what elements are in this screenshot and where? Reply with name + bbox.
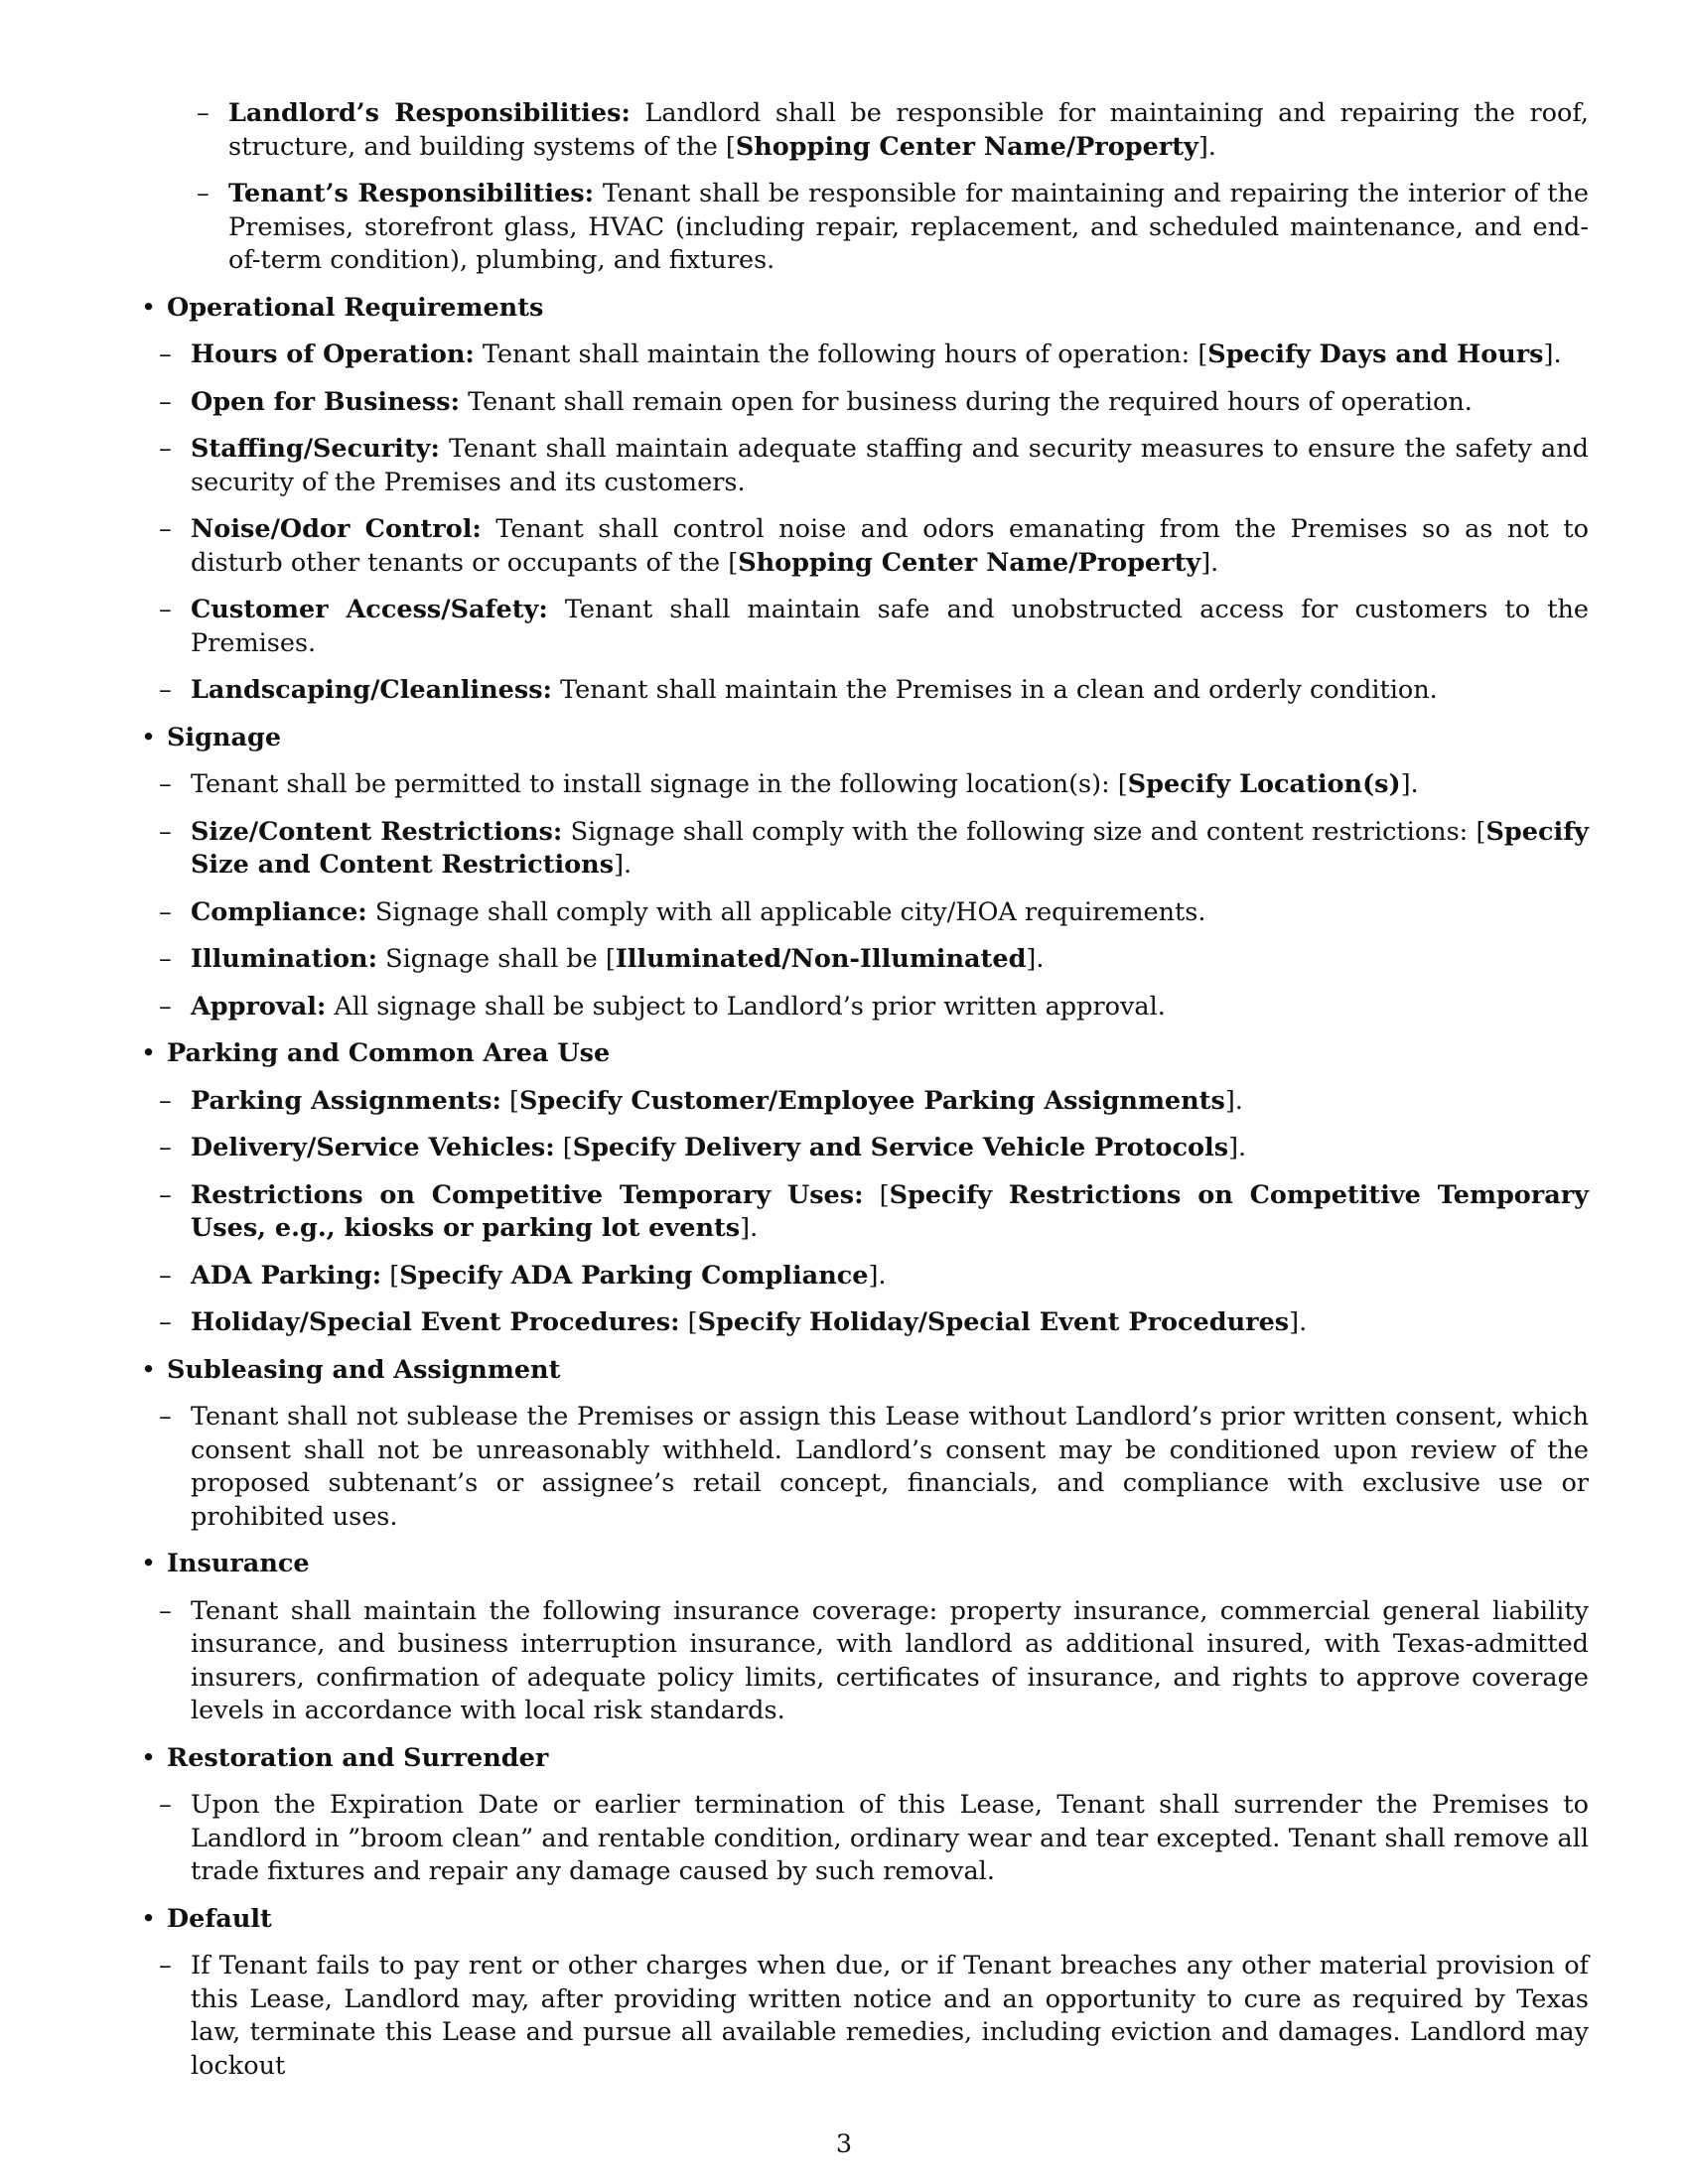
dash-marker: – [159,675,172,705]
item-label: Tenant’s Responsibilities: [228,179,595,208]
dash-marker: – [159,1133,172,1162]
section-title: Insurance [167,1549,310,1578]
item-text: Tenant shall maintain the following hours of operation: [ [474,340,1208,369]
item-label: Holiday/Special Event Procedures: [191,1307,680,1337]
placeholder-text: Specify Days and Hours [1207,340,1544,369]
dash-marker: – [159,1951,172,1980]
item-tail: ]. [1200,547,1219,578]
section [129,1548,1589,1728]
section-title: Restoration and Surrender [167,1742,549,1773]
item-tail: ]. [1228,1133,1247,1162]
section-title: Default [167,1903,272,1934]
list-item [129,386,1589,420]
item-label: Compliance: [191,896,367,927]
dash-marker: – [159,1595,172,1626]
dash-marker: – [159,434,172,464]
item-label: Open for Business: [191,386,460,417]
item-label: Hours of Operation: [191,340,475,369]
dash-marker: – [159,595,172,624]
item-tail: ]. [614,850,633,880]
section [129,1742,1589,1889]
bullet-marker: • [141,722,157,752]
item-label: Staffing/Security: [191,434,440,464]
item-text: All signage shall be subject to Landlord’s prior written approval. [326,991,1166,1022]
dash-marker: – [197,98,210,128]
item-label: Delivery/Service Vehicles: [191,1133,555,1162]
dash-marker: – [159,1179,172,1210]
section-list [129,292,1589,2084]
section-title: Signage [167,722,282,752]
list-item [129,1132,1589,1165]
list-item [129,339,1589,372]
bullet-marker: • [141,1549,157,1578]
list-item [129,768,1589,802]
placeholder-text: Illuminated/Non-Illuminated [615,944,1027,974]
dash-marker: – [159,340,172,369]
item-tail: ]. [1400,769,1419,799]
item-text: [ [554,1133,573,1162]
list-item [129,1789,1589,1889]
dash-marker: – [159,386,172,417]
list-item [129,1306,1589,1340]
item-text: [ [863,1179,890,1210]
section-title: Subleasing and Assignment [167,1354,561,1385]
item-text: Signage shall comply with all applicable city/HOA requirements. [366,896,1206,927]
dash-marker: – [159,816,172,847]
placeholder-text: Specify Delivery and Service Vehicle Protocols [572,1133,1229,1162]
item-tail: ]. [1543,340,1562,369]
list-item [129,816,1589,883]
item-label: Size/Content Restrictions: [191,816,563,847]
placeholder-text: Shopping Center Name/Property [735,131,1198,162]
item-tail: ]. [1026,944,1045,974]
dash-marker: – [159,991,172,1022]
section [129,292,1589,708]
item-tail: ]. [1197,131,1216,162]
item-text: Tenant shall maintain safe and unobstructed access for customers to the Premises. [191,595,1589,658]
item-text: Upon the Expiration Date or earlier termination of this Lease, Tenant shall surrender the Premises to Landlord in ”broom clean” and rentable condition, ordinary wear and tear excepted. Tenant shall remove all trade fixtures and repair any damage caused by such removal. [191,1790,1589,1886]
dash-marker: – [159,1085,172,1116]
item-label: ADA Parking: [191,1260,382,1291]
placeholder-text: Specify Location(s) [1127,769,1401,799]
placeholder-text: Specify Customer/Employee Parking Assignments [518,1085,1225,1116]
list-item [129,433,1589,499]
placeholder-text: Specify Restrictions on Competitive Temporary Uses, e.g., kiosks or parking lot events [191,1179,1589,1243]
list-item [129,674,1589,708]
item-text: Landlord shall be responsible for maintaining and repairing the roof, structure, and building systems of the [ [228,98,1590,162]
dash-marker: – [159,1307,172,1337]
dash-marker: – [159,944,172,974]
list-item [167,97,1589,164]
item-label: Illumination: [191,944,378,974]
item-text: Tenant shall control noise and odors emanating from the Premises so as not to disturb other tenants or occupants of the [ [191,514,1589,578]
item-label: Approval: [191,991,327,1022]
continuation-list [129,97,1589,278]
dash-marker: – [159,769,172,799]
list-item [167,178,1589,278]
list-item [129,991,1589,1024]
dash-marker: – [159,1402,172,1432]
placeholder-text: Specify Holiday/Special Event Procedures [697,1307,1290,1337]
list-item [129,513,1589,580]
placeholder-text: Specify Size and Content Restrictions [191,816,1589,880]
section [129,722,1589,1024]
section [129,1037,1589,1340]
list-item [129,1950,1589,2083]
item-text: Tenant shall maintain the Premises in a clean and orderly condition. [551,675,1438,705]
item-text: Tenant shall remain open for business during the required hours of operation. [460,386,1473,417]
item-text: [ [500,1085,519,1116]
list-item [129,1179,1589,1246]
item-text: Tenant shall be permitted to install signage in the following location(s): [ [191,769,1128,799]
item-text: Signage shall comply with the following size and content restrictions: [ [562,816,1486,847]
list-item [129,594,1589,660]
page-number: 3 [835,2129,853,2159]
list-item [129,943,1589,977]
item-tail: ]. [868,1260,887,1291]
section-title: Operational Requirements [167,292,544,323]
placeholder-text: Specify ADA Parking Compliance [399,1260,869,1291]
item-tail: ]. [1224,1085,1243,1116]
bullet-marker: • [141,1903,157,1934]
item-text: If Tenant fails to pay rent or other charges when due, or if Tenant breaches any other material provision of this Lease, Landlord may, after providing written notice and an opportunity to cure as required by Texas law, terminate this Lease and pursue all available remedies, including eviction and damages. Landlord may lockout [191,1951,1589,2081]
bullet-marker: • [141,1354,157,1385]
item-text: [ [679,1307,698,1337]
item-tail: ]. [1289,1307,1308,1337]
section-title: Parking and Common Area Use [167,1038,611,1068]
bullet-marker: • [141,1038,157,1068]
bullet-marker: • [141,1742,157,1773]
placeholder-text: Shopping Center Name/Property [738,547,1201,578]
item-text: [ [381,1260,400,1291]
list-item [129,1260,1589,1294]
list-item [129,1085,1589,1119]
item-label: Restrictions on Competitive Temporary Uses: [191,1179,864,1210]
item-tail: ]. [740,1213,759,1243]
continued-section [129,97,1589,278]
dash-marker: – [197,179,210,208]
item-text: Tenant shall not sublease the Premises or assign this Lease without Landlord’s prior written consent, which consent shall not be unreasonably withheld. Landlord’s consent may be conditioned upon review of the proposed subtenant’s or assignee’s retail concept, financials, and compliance with exclusive use or prohibited uses. [191,1402,1589,1532]
item-label: Landlord’s Responsibilities: [228,98,631,128]
item-text: Tenant shall be responsible for maintaining and repairing the interior of the Premises, storefront glass, HVAC (including repair, replacement, and scheduled maintenance, and end-of-term condition), plumbing, and fixtures. [228,179,1589,275]
section [129,1354,1589,1535]
item-label: Noise/Odor Control: [191,514,482,544]
item-label: Landscaping/Cleanliness: [191,675,552,705]
list-item [129,1595,1589,1728]
list-item [129,896,1589,930]
dash-marker: – [159,514,172,544]
section [129,1903,1589,2084]
item-text: Tenant shall maintain the following insurance coverage: property insurance, commercial general liability insurance, and business interruption insurance, with landlord as additional insured, with Texas-admitted insurers, confirmation of adequate policy limits, certificates of insurance, and rights to approve coverage levels in accordance with local risk standards. [191,1595,1589,1725]
dash-marker: – [159,1790,172,1820]
item-label: Customer Access/Safety: [191,595,548,624]
bullet-marker: • [141,292,157,323]
item-text: Tenant shall maintain adequate staffing and security measures to ensure the safety and security of the Premises and its customers. [191,434,1589,497]
list-item [129,1401,1589,1534]
item-text: Signage shall be [ [377,944,616,974]
item-label: Parking Assignments: [191,1085,501,1116]
dash-marker: – [159,1260,172,1291]
dash-marker: – [159,896,172,927]
document-body [129,97,1589,2097]
